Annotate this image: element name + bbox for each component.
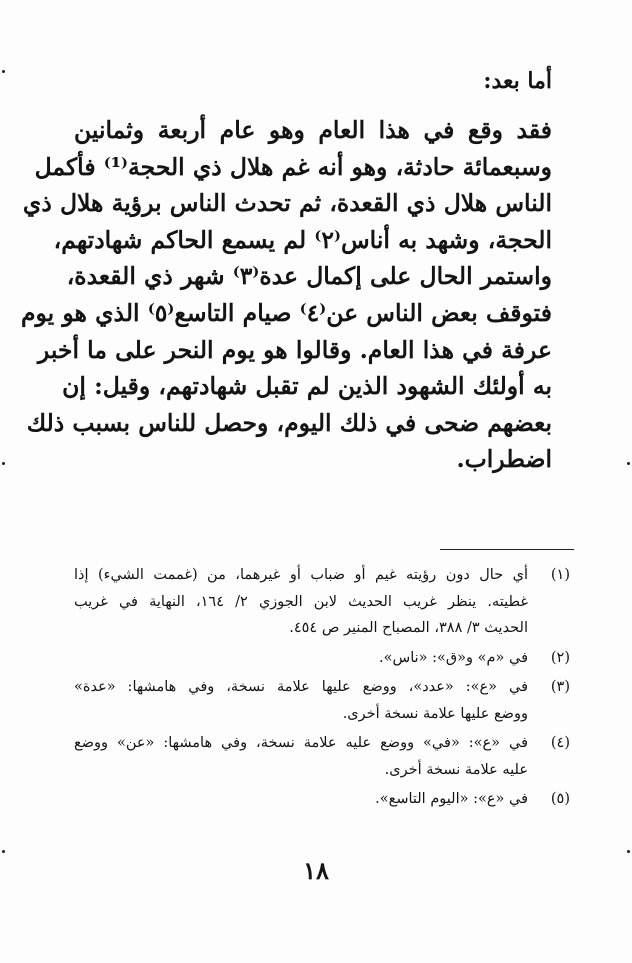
footnote-line: أي حال دون رؤيته غيم أو ضباب أو غيرهما، من (غممت الشيء) إذا (74, 567, 528, 583)
margin-mark (627, 462, 630, 465)
footnote-text (74, 786, 528, 813)
footnote (74, 674, 570, 727)
footnote-line: في «م» و«ق»: «ناس». (379, 649, 528, 666)
footnote-number: (٥) (550, 791, 570, 807)
footnote-line: في «ع»: «عدد»، ووضع عليها علامة نسخة، وفي هامشها: «عدة» (74, 679, 528, 695)
footnote-line: الحديث ٣/ ٣٨٨، المصباح المنير ص ٤٥٤. (289, 620, 528, 636)
margin-mark (2, 850, 5, 853)
footnote-line: في «ع»: «اليوم التاسع». (375, 791, 528, 807)
text-line: واستمر الحال على إكمال عدة⁽٣⁾ شهر ذي القعدة، (66, 262, 552, 291)
margin-mark (627, 850, 630, 853)
text-line: وسبعمائة حادثة، وهو أنه غم هلال ذي الحجة⁽¹⁾ فأكمل (34, 152, 552, 181)
footnote-line: غطيته. ينظر غريب الحديث لابن الجوزي ٢/ ١٦٤، النهاية في غريب (74, 593, 528, 610)
footnote-number: (١) (550, 567, 570, 583)
footnote-line: ووضع عليها علامة نسخة أخرى. (342, 705, 528, 722)
section-heading: أما بعد: (483, 68, 552, 94)
footnote-text (74, 645, 528, 672)
footnotes (74, 562, 570, 816)
footnote-line: في «ع»: «في» ووضع عليه علامة نسخة، وفي هامشها: «عن» ووضع (74, 735, 528, 751)
footnote-number: (٣) (550, 679, 570, 695)
footnote-number: (٢) (550, 649, 570, 666)
text-line: فتوقف بعض الناس عن⁽٤⁾ صيام التاسع⁽٥⁾ الذي هو يوم (20, 298, 552, 327)
footnote (74, 562, 570, 642)
text-line: الناس هلال ذي القعدة، ثم تحدث الناس برؤية هلال ذي (22, 189, 552, 218)
footnote-text (74, 674, 528, 727)
footnote (74, 786, 570, 813)
text-line: عرفة في هذا العام. وقالوا هو يوم النحر على ما أخبر (37, 335, 552, 364)
text-line: به أولئك الشهود الذين لم تقبل شهادتهم، وقيل: إن (62, 372, 552, 401)
footnote (74, 645, 570, 672)
footnote-separator (440, 549, 574, 550)
footnote-text (74, 730, 528, 783)
text-line: اضطراب. (456, 445, 552, 474)
page-number: ١٨ (303, 856, 329, 885)
text-line: الحجة، وشهد به أناس⁽٢⁾ لم يسمع الحاكم شهادتهم، (53, 225, 552, 254)
margin-mark (2, 70, 5, 73)
margin-mark (2, 462, 5, 465)
text-line: فقد وقع في هذا العام وهو عام أربعة وثمانين (74, 116, 552, 144)
footnote-text (74, 562, 528, 642)
text-line: بعضهم ضحى في ذلك اليوم، وحصل للناس بسبب ذلك (26, 408, 552, 437)
footnote (74, 730, 570, 783)
footnote-number: (٤) (550, 735, 570, 751)
main-text (20, 112, 552, 478)
footnote-line: عليه علامة نسخة أخرى. (384, 761, 528, 778)
